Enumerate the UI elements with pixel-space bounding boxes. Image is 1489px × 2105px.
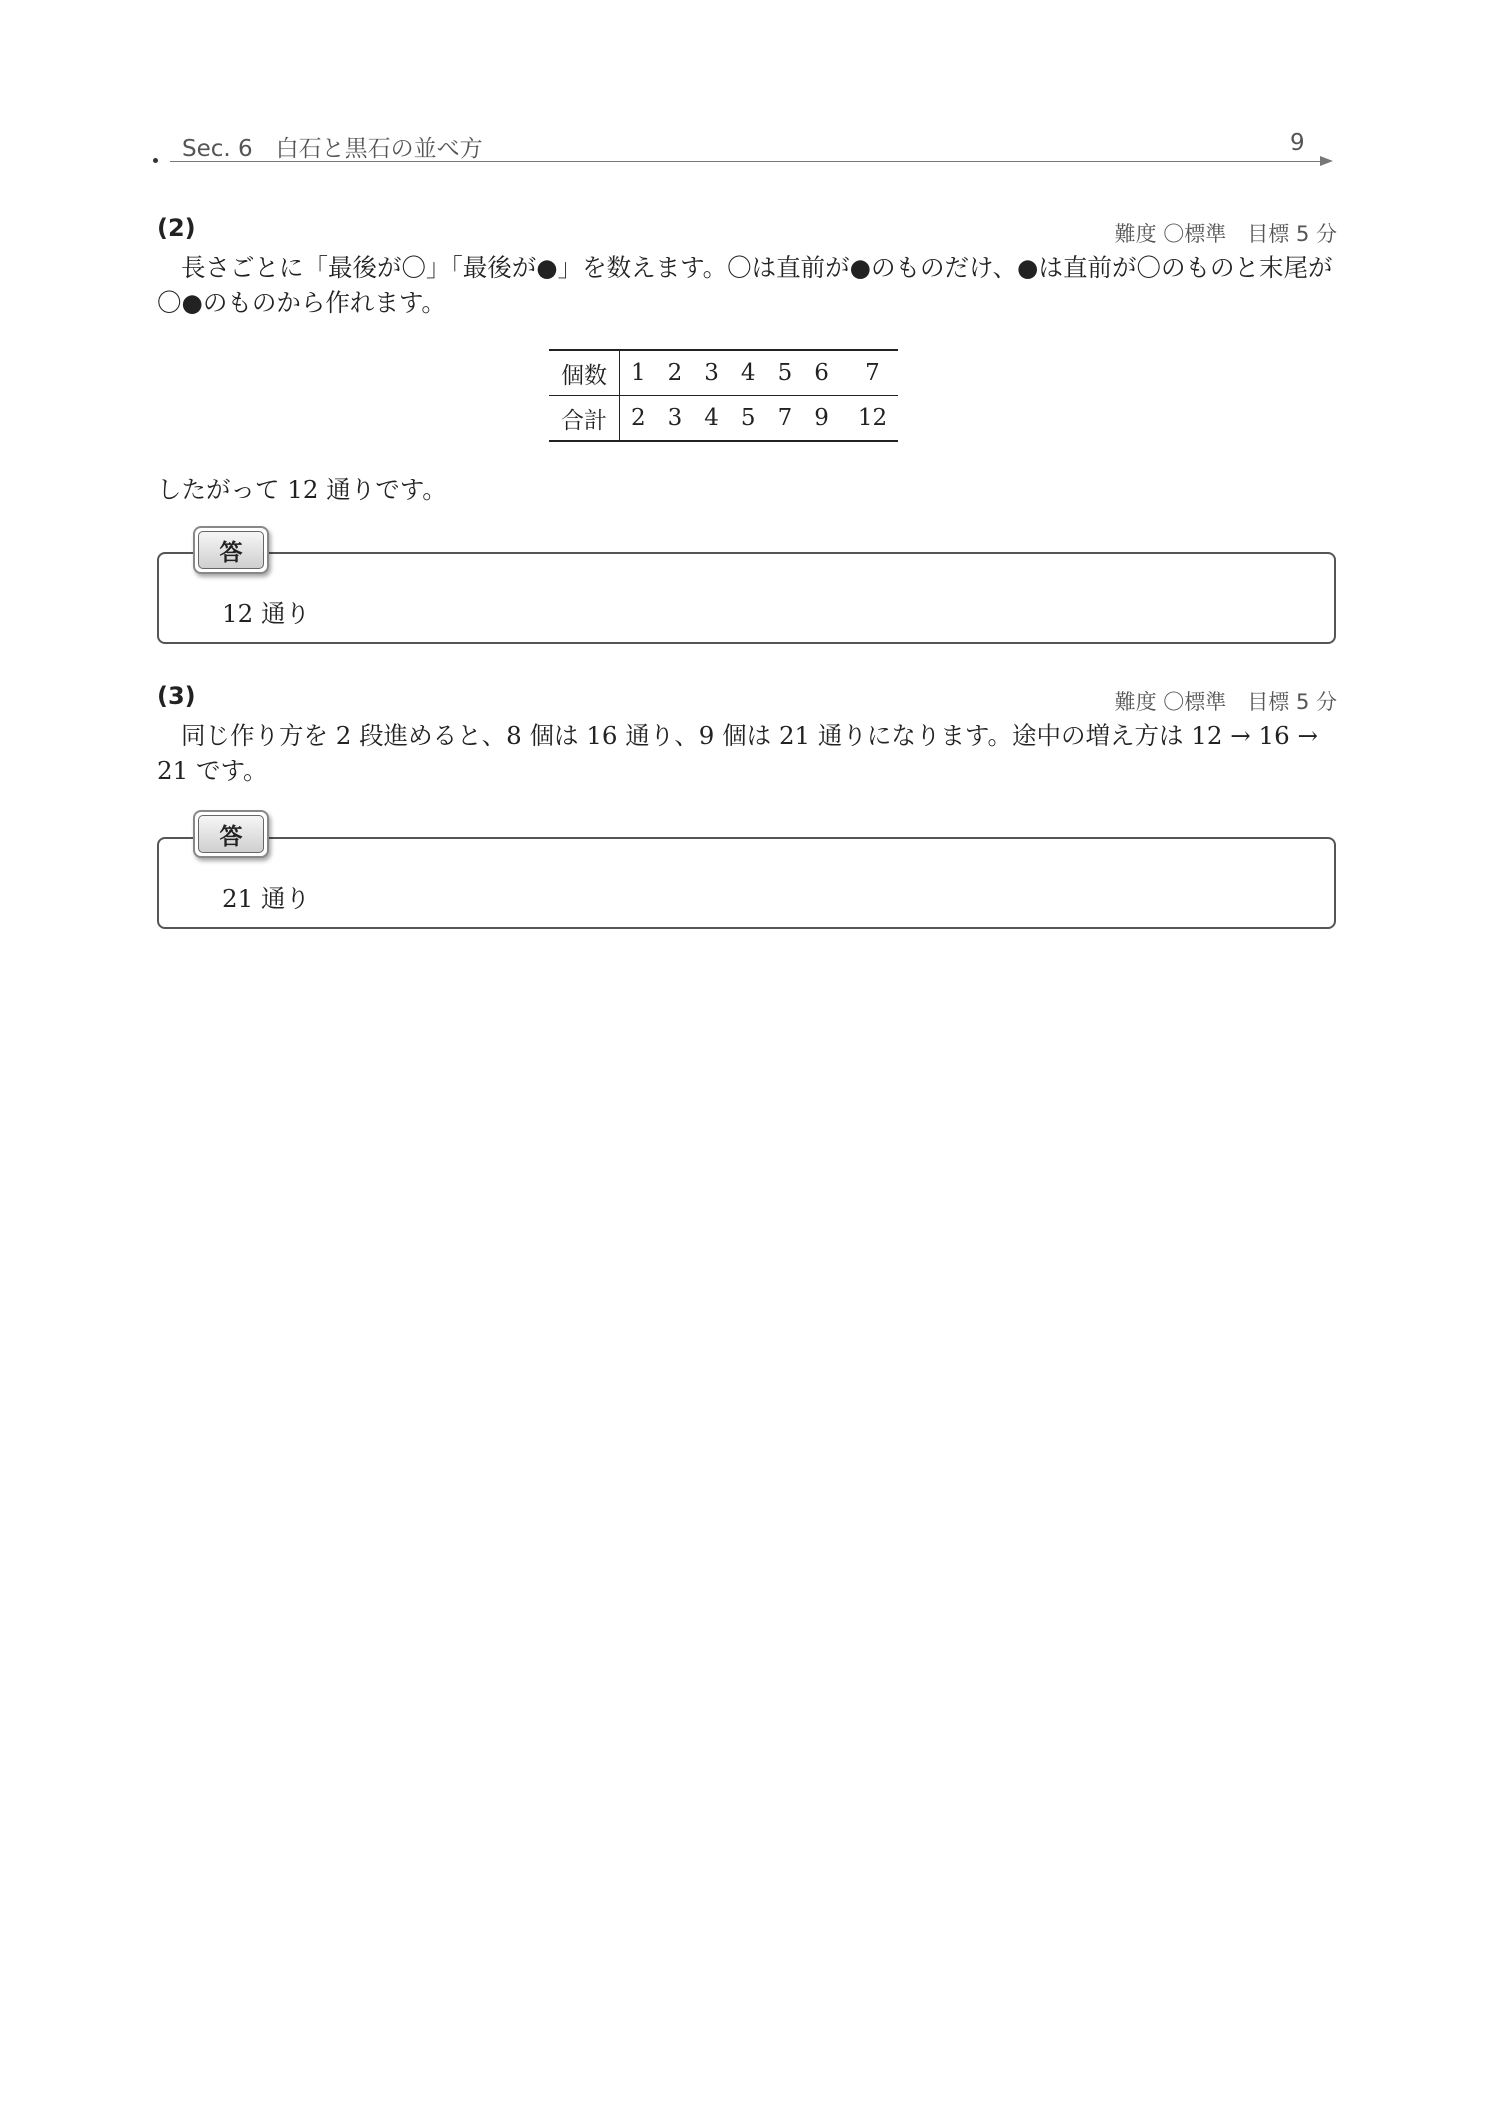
table-row xyxy=(549,396,898,442)
table-row xyxy=(549,350,898,396)
answer-box-3 xyxy=(157,837,1336,929)
answer-tag-label: 答 xyxy=(198,815,264,853)
table-cell: 1 xyxy=(620,350,657,396)
table-cell: 2 xyxy=(657,350,694,396)
table-cell: 4 xyxy=(693,396,730,442)
problem-2-meta: 難度 〇標準 目標 5 分 xyxy=(1114,222,1337,246)
row-header: 個数 xyxy=(549,350,620,396)
table-cell: 5 xyxy=(730,396,767,442)
row-header: 合計 xyxy=(549,396,620,442)
table-cell: 9 xyxy=(803,396,840,442)
table-cell: 7 xyxy=(840,350,898,396)
header-bullet xyxy=(153,158,158,163)
problem-2-text: 長さごとに「最後が〇」「最後が●」を数えます。〇は直前が●のものだけ、●は直前が〇のものと末尾が〇●のものから作れます。 xyxy=(157,253,1333,317)
answer-tag-label: 答 xyxy=(198,531,264,569)
table-cell: 2 xyxy=(620,396,657,442)
table-cell: 5 xyxy=(767,350,804,396)
answer-box-2 xyxy=(157,552,1336,644)
answer-3: 21 通り xyxy=(222,884,310,913)
table-cell: 3 xyxy=(693,350,730,396)
table-cell: 4 xyxy=(730,350,767,396)
answer-tag-3 xyxy=(193,810,269,858)
problem-3-meta: 難度 〇標準 目標 5 分 xyxy=(1114,690,1337,714)
problem-3-label: (3) xyxy=(157,682,196,710)
problem-2-label: (2) xyxy=(157,214,196,242)
table-cell: 12 xyxy=(840,396,898,442)
problem-2-conclusion: したがって 12 通りです。 xyxy=(157,475,447,504)
table-cell: 3 xyxy=(657,396,694,442)
answer-tag-2 xyxy=(193,526,269,574)
section-title: Sec. 6 白石と黒石の並べ方 xyxy=(182,136,483,162)
answer-2: 12 通り xyxy=(222,599,310,628)
table-cell: 7 xyxy=(767,396,804,442)
problem-3-text: 同じ作り方を 2 段進めると、8 個は 16 通り、9 個は 21 通りになります。途中の増え方は 12 → 16 → 21 です。 xyxy=(157,721,1319,785)
header-arrow-icon xyxy=(1320,156,1333,166)
header-rule xyxy=(170,161,1320,162)
page-number: 9 xyxy=(1290,130,1305,156)
count-table xyxy=(549,349,898,442)
table-cell: 6 xyxy=(803,350,840,396)
